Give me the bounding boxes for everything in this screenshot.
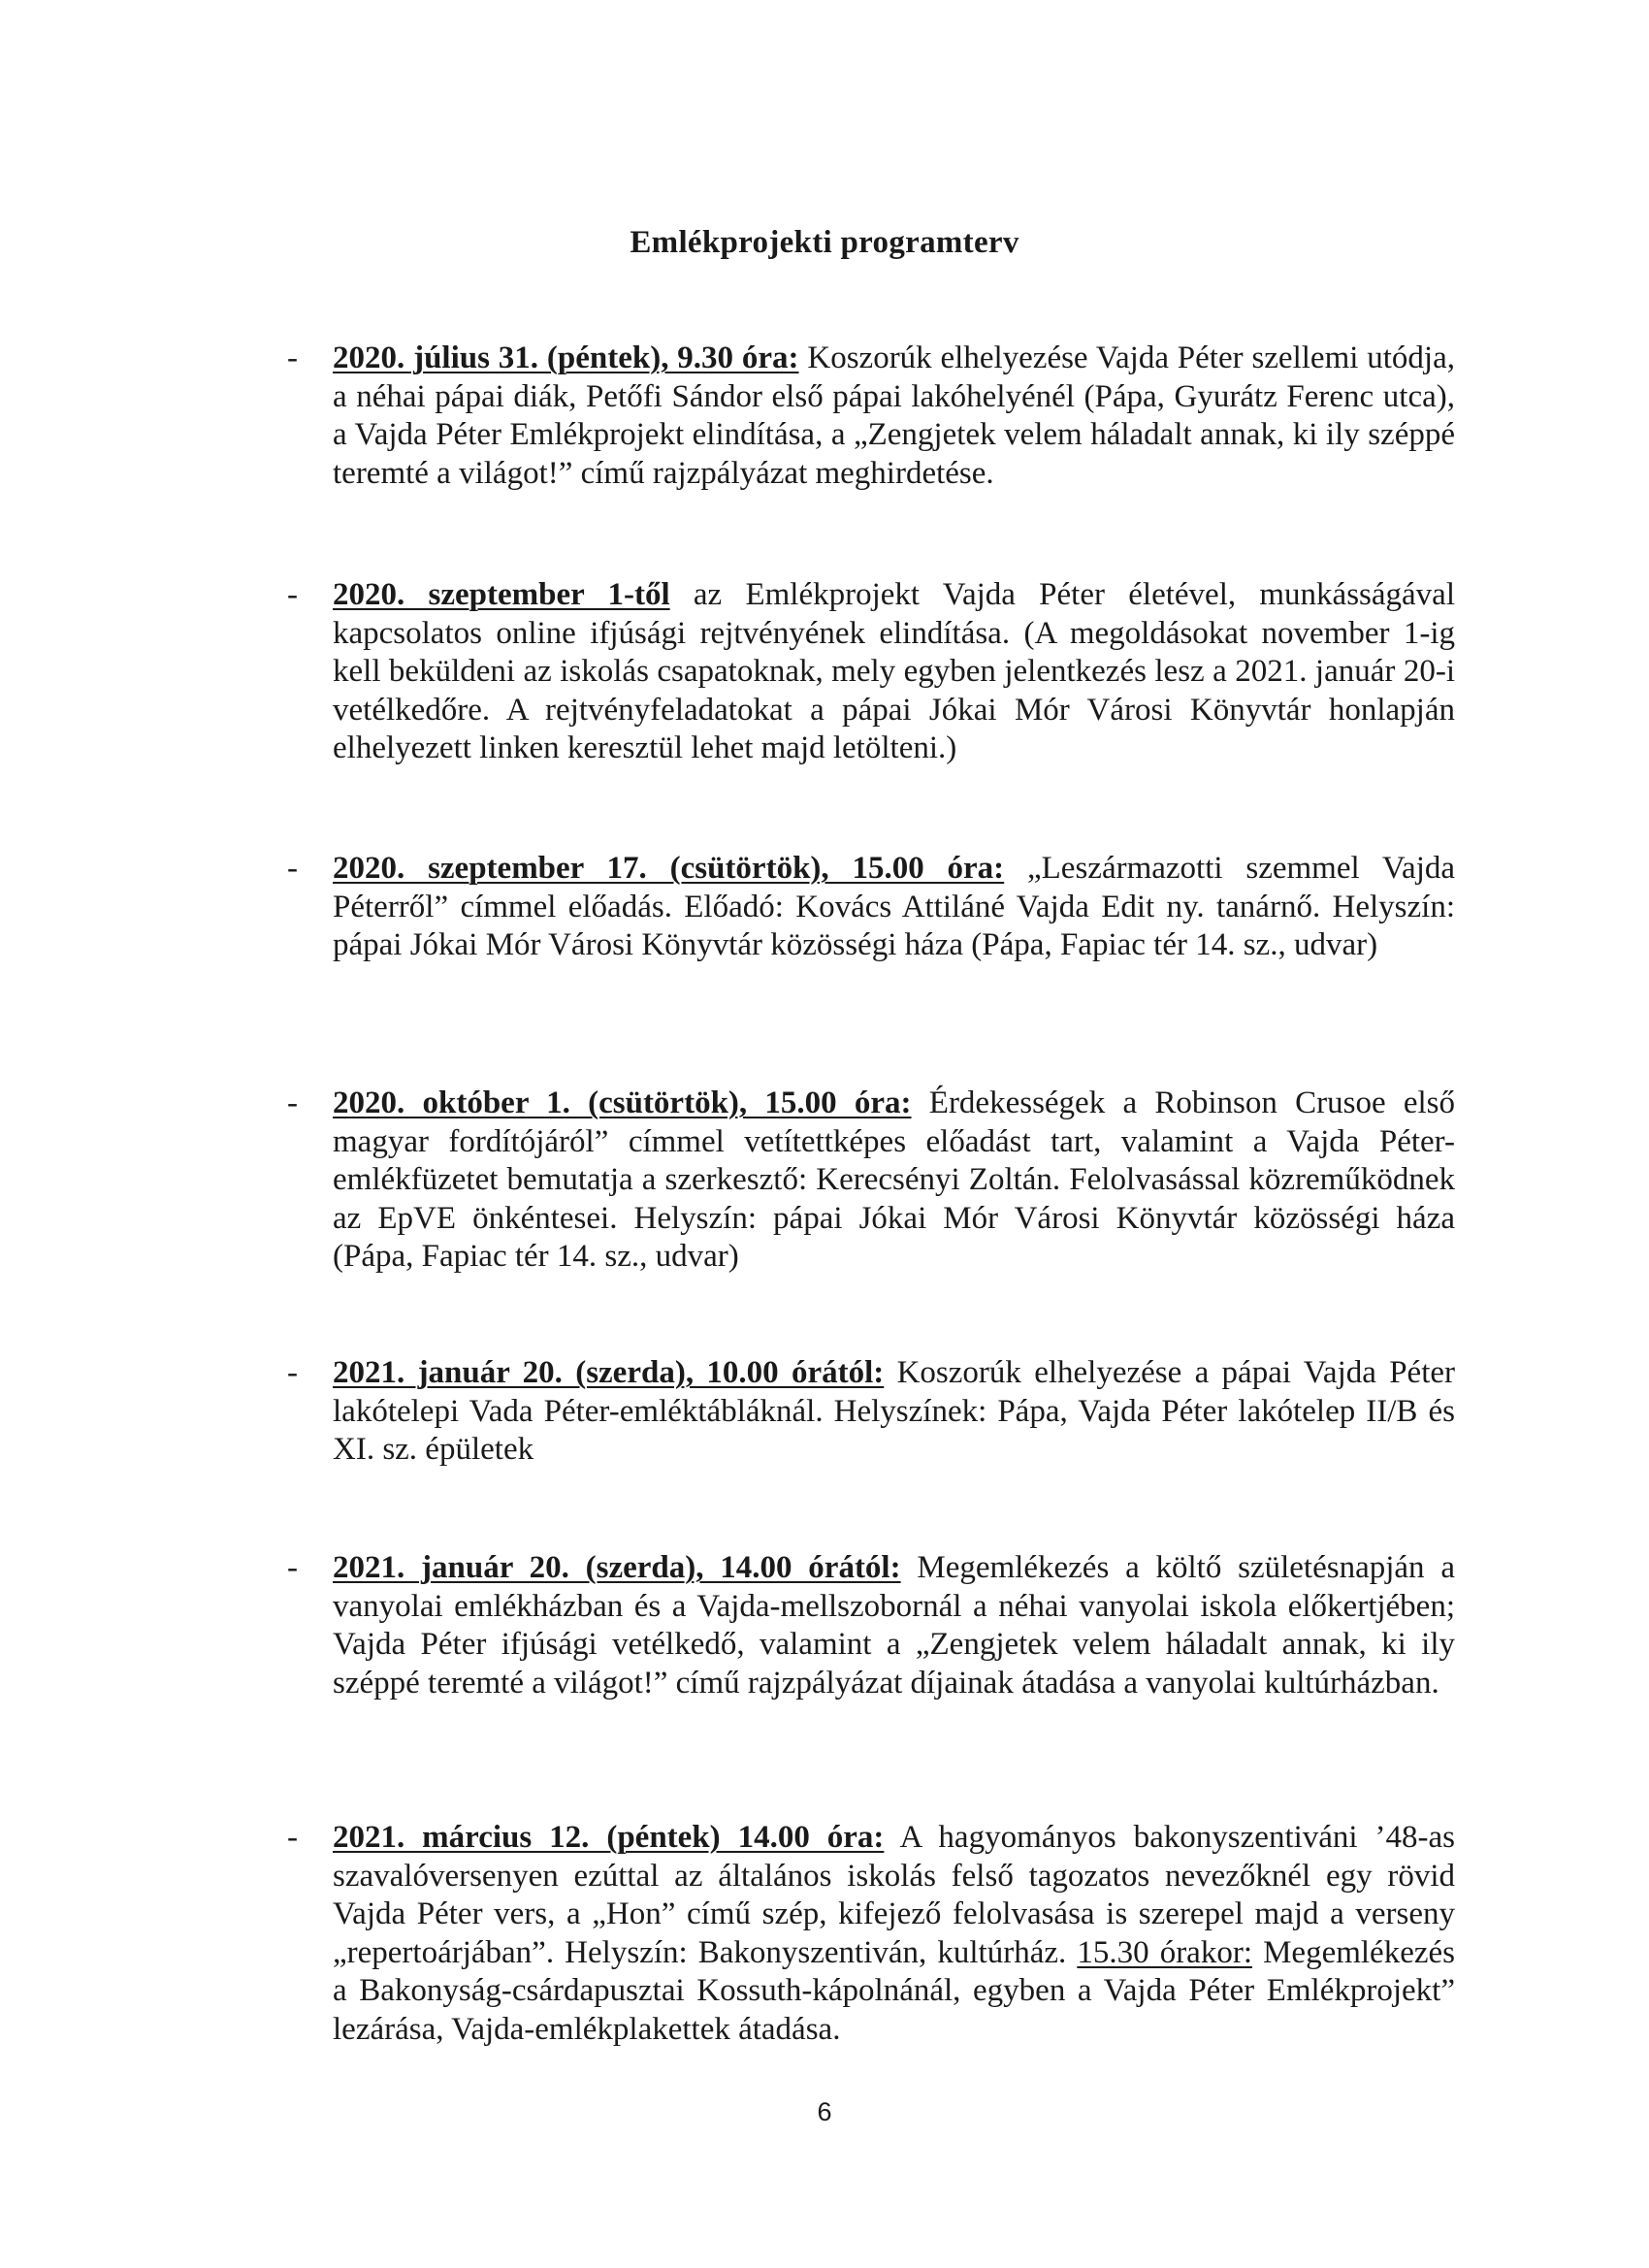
program-item-text: [333, 1085, 1455, 1277]
program-item-text: [333, 1549, 1455, 1702]
list-bullet: -: [287, 1550, 298, 1585]
program-description: Megemlékezés a költő születésnapján a vanyolai emlékházban és a Vajda-mellszobornál a néhai vanyolai iskola előkertjében; Vajda Péter ifjúsági vetélkedő, valamint a „Zengjetek velem háladalt annak, ki ily széppé teremté a világot!” című rajzpályázat díjainak átadása a vanyolai kultúrházban.: [333, 1550, 1455, 1701]
program-item-text: [333, 1354, 1455, 1470]
program-date: 2020. szeptember 1-től: [333, 577, 670, 612]
program-date: 2021. március 12. (péntek) 14.00 óra:: [333, 1820, 885, 1855]
list-bullet: -: [287, 851, 298, 886]
list-bullet: -: [287, 1085, 298, 1120]
program-second-time: 15.30 órakor:: [1077, 1934, 1252, 1970]
document-title: Emlékprojekti programterv: [630, 225, 1019, 260]
list-bullet: -: [287, 1355, 298, 1390]
list-bullet: -: [287, 340, 298, 375]
program-description: Érdekességek a Robinson Crusoe első magyar fordítójáról” címmel vetítettképes előadást tart, valamint a Vajda Péter-emlékfüzetet bemutatja a szerkesztő: Kerecsényi Zoltán. Felolvasással közreműködnek az EpVE önkéntesei. Helyszín: pápai Jókai Mór Városi Könyvtár közösségi háza (Pápa, Fapiac tér 14. sz., udvar): [333, 1085, 1455, 1274]
page-number: 6: [817, 2097, 832, 2126]
list-bullet: -: [287, 1820, 298, 1855]
program-second-description: Megemlékezés a Bakonyság-csárdapusztai Kossuth-kápolnánál, egyben a Vajda Péter Emlékprojekt” lezárása, Vajda-emlékplakettek átadása.: [333, 1934, 1455, 2047]
program-date: 2020. szeptember 17. (csütörtök), 15.00 óra:: [333, 851, 1005, 886]
program-description: A hagyományos bakonyszentiváni ’48-as szavalóversenyen ezúttal az általános iskolás felső tagozatos nevezőknél egy rövid Vajda Péter vers, a „Hon” című szép, kifejező felolvasása is szerepel majd a verseny „repertoárjában”. Helyszín: Bakonyszentiván, kultúrház.: [333, 1820, 1455, 1970]
program-date: 2021. január 20. (szerda), 14.00 órától:: [333, 1550, 901, 1585]
program-date: 2020. október 1. (csütörtök), 15.00 óra:: [333, 1085, 912, 1120]
program-item-text: [333, 340, 1455, 493]
program-item-text: [333, 576, 1455, 768]
program-description: Koszorúk elhelyezése a pápai Vajda Péter lakótelepi Vada Péter-emléktábláknál. Helyszínek: Pápa, Vajda Péter lakótelep II/B és XI. sz. épületek: [333, 1355, 1456, 1467]
program-item-text: [333, 850, 1455, 965]
program-item-text: [333, 1819, 1455, 2049]
program-description: az Emlékprojekt Vajda Péter életével, munkásságával kapcsolatos online ifjúsági rejtvényének elindítása. (A megoldásokat november 1-ig kell beküldeni az iskolás csapatoknak, mely egyben jelentkezés lesz a 2021. január 20-i vetélkedőre. A rejtvényfeladatokat a pápai Jókai Mór Városi Könyvtár honlapján elhelyezett linken keresztül lehet majd letölteni.): [333, 577, 1455, 765]
program-description: „Leszármazotti szemmel Vajda Péterről” címmel előadás. Előadó: Kovács Attiláné Vajda Edit ny. tanárnő. Helyszín: pápai Jókai Mór Városi Könyvtár közösségi háza (Pápa, Fapiac tér 14. sz., udvar): [333, 851, 1456, 962]
program-description: Koszorúk elhelyezése Vajda Péter szellemi utódja, a néhai pápai diák, Petőfi Sándor első pápai lakóhelyénél (Pápa, Gyurátz Ferenc utca), a Vajda Péter Emlékprojekt elindítása, a „Zengjetek velem háladalt annak, ki ily széppé teremté a világot!” című rajzpályázat meghirdetése.: [333, 340, 1455, 491]
list-bullet: -: [287, 577, 298, 612]
program-date: 2020. július 31. (péntek), 9.30 óra:: [333, 340, 799, 375]
program-date: 2021. január 20. (szerda), 10.00 órától:: [333, 1355, 885, 1390]
